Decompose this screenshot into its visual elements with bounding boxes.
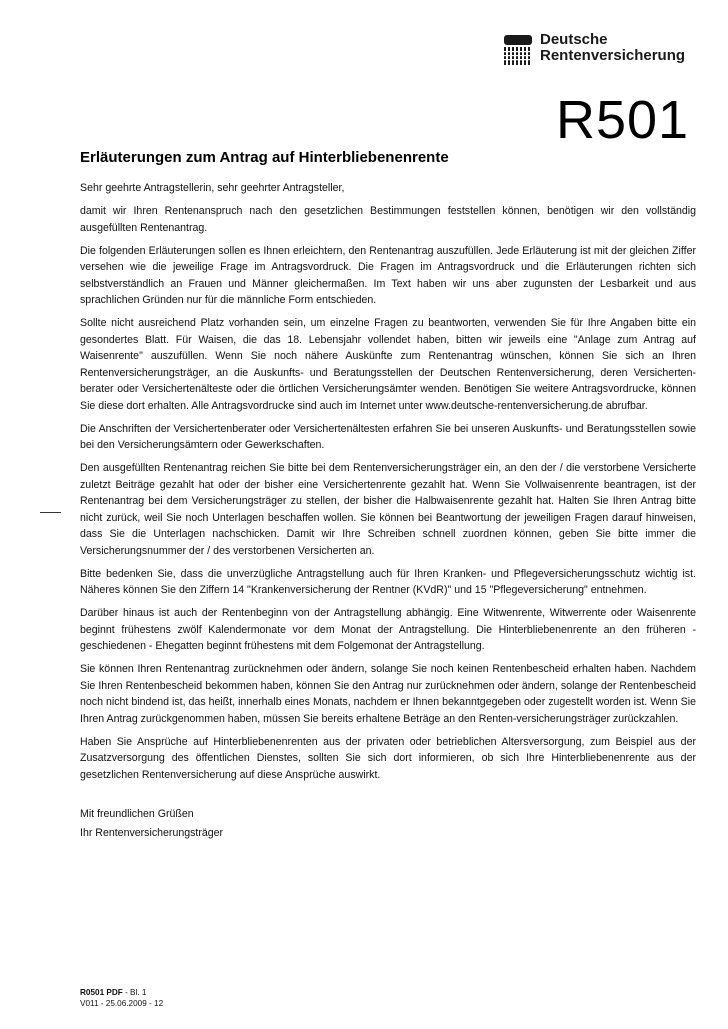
paragraph: Den ausgefüllten Rentenantrag reichen Sie bitte bei dem Rentenversicherungsträger ein, an den der / die verstorbene Versicherte zuletzt Beiträge gezahlt hat oder der bisher eine Versichertenrente gezahlt hat. Wenn Sie Vollwaisenrente beantragen, ist der Rentenantrag bei dem Versicherungsträger zu stellen, der bisher die Halbwaisenrente gezahlt hat. Halten Sie Ihren Antrag bitte nicht zurück, weil Sie noch Unterlagen beschaffen wollen. Sie können bei Beantwortung der jeweiligen Fragen darauf hinweisen, dass Sie die Unterlagen nachschicken. Damit wir Ihre Schreiben schnell zuordnen können, geben Sie bitte immer die Versicherungsnummer der / des verstorbenen Versicherten an. xyxy=(80,462,696,557)
paragraph: Die folgenden Erläuterungen sollen es Ihnen erleichtern, den Rentenantrag auszufüllen. Jede Erläuterung ist mit der gleichen Ziffer versehen wie die jeweilige Frage im Antragsvordruck. Die Fragen im Antragsvordruck und die Erläuterungen richten sich selbstverständlich an Frauen und Männer gleichermaßen. Im Text haben wir uns aber zugunsten der Lesbarkeit und aus sprachlichen Gründen nur für die männliche Form entschieden. xyxy=(80,244,696,306)
closing-greeting: Mit freundlichen Grüßen xyxy=(80,808,194,820)
paragraph: damit wir Ihren Rentenanspruch nach den gesetzlichen Bestimmungen feststellen können, benötigen wir den vollständig ausgefüllten Rentenantrag. xyxy=(80,205,696,234)
drv-logo-icon xyxy=(504,35,532,65)
drv-logo-wordmark xyxy=(540,32,685,64)
footer-form-id: R0501 PDF xyxy=(80,988,123,997)
footer xyxy=(80,988,163,1009)
drv-logo xyxy=(504,32,704,68)
footer-sheet: - Bl. 1 xyxy=(122,988,147,997)
document-body xyxy=(80,180,696,842)
paragraph: Darüber hinaus ist auch der Rentenbeginn von der Antragstellung abhängig. Eine Witwenrente, Witwerrente oder Waisenrente beginnt frühestens zwölf Kalendermonate vor dem Monat der Antragstellung. Die Hinterbliebenenrente an den früheren - geschiedenen - Ehegatten beginnt frühestens mit dem Folgemonat der Antragstellung. xyxy=(80,607,696,652)
closing xyxy=(80,805,696,842)
paragraph: Bitte bedenken Sie, dass die unverzügliche Antragstellung auch für Ihren Kranken- und Pflegeversicherungsschutz wichtig ist. Näheres können Sie den Ziffern 14 "Krankenversicherung der Rentner (KVdR)" und 15 "Pflegeversicherung" entnehmen. xyxy=(80,567,696,596)
paragraph: Sie können Ihren Rentenantrag zurücknehmen oder ändern, solange Sie noch keinen Rentenbescheid erhalten haben. Nachdem Sie Ihren Rentenbescheid bekommen haben, können Sie den Antrag nur zurücknehmen oder ändern, solange der Rentenbescheid noch nicht bindend ist, das heißt, innerhalb eines Monats, nachdem er Ihnen bekanntgegeben oder zugestellt worden ist. Wenn Sie Ihren Antrag zurückgenommen haben, müssen Sie bereits erhaltene Beträge an den Renten-versicherungsträger zurückzahlen. xyxy=(80,663,696,725)
document-title: Erläuterungen zum Antrag auf Hinterbliebenenrente xyxy=(80,149,449,166)
salutation: Sehr geehrte Antragstellerin, sehr geehrter Antragsteller, xyxy=(80,182,345,194)
closing-sender: Ihr Rentenversicherungsträger xyxy=(80,826,224,839)
paragraph: Sollte nicht ausreichend Platz vorhanden sein, um einzelne Fragen zu beantworten, verwenden Sie für Ihre Angaben bitte ein gesondertes Blatt. Für Waisen, die das 18. Lebensjahr vollendet haben, bitten wir jeweils eine "Anlage zum Antrag auf Waisenrente" auszufüllen. Wenn Sie noch nähere Auskünfte zum Rentenantrag wünschen, können Sie sich an Ihren Rentenversicherungsträger, an die Auskunfts- und Beratungsstellen der Deutschen Rentenversicherung, deren Versicherten-berater oder Versichertenälteste oder die örtlichen Versicherungsämter wenden. Benötigen Sie weitere Antragsvordrucke, können Sie diese dort erhalten. Alle Antragsvordrucke sind auch im Internet unter www.deutsche-rentenversicherung.de abrufbar. xyxy=(80,317,696,412)
form-code: R501 xyxy=(556,90,690,150)
logo-line-1: Deutsche xyxy=(540,31,608,48)
paragraph: Haben Sie Ansprüche auf Hinterbliebenenrenten aus der privaten oder betrieblichen Altersversorgung, zum Beispiel aus der Zusatzversorgung des öffentlichen Dienstes, sollten Sie sich dort informieren, ob sich Ihre Hinterbliebenenrente aus der gesetzlichen Rentenversicherung auf diese Ansprüche auswirkt. xyxy=(80,735,696,781)
footer-version: V011 - 25.06.2009 - 12 xyxy=(80,998,164,1008)
paragraph: Die Anschriften der Versichertenberater oder Versichertenältesten erfahren Sie bei unseren Auskunfts- und Beratungsstellen sowie bei den Versicherungsämtern oder Gewerkschaften. xyxy=(80,422,696,451)
fold-mark xyxy=(40,512,61,513)
logo-line-2: Rentenversicherung xyxy=(540,47,686,64)
